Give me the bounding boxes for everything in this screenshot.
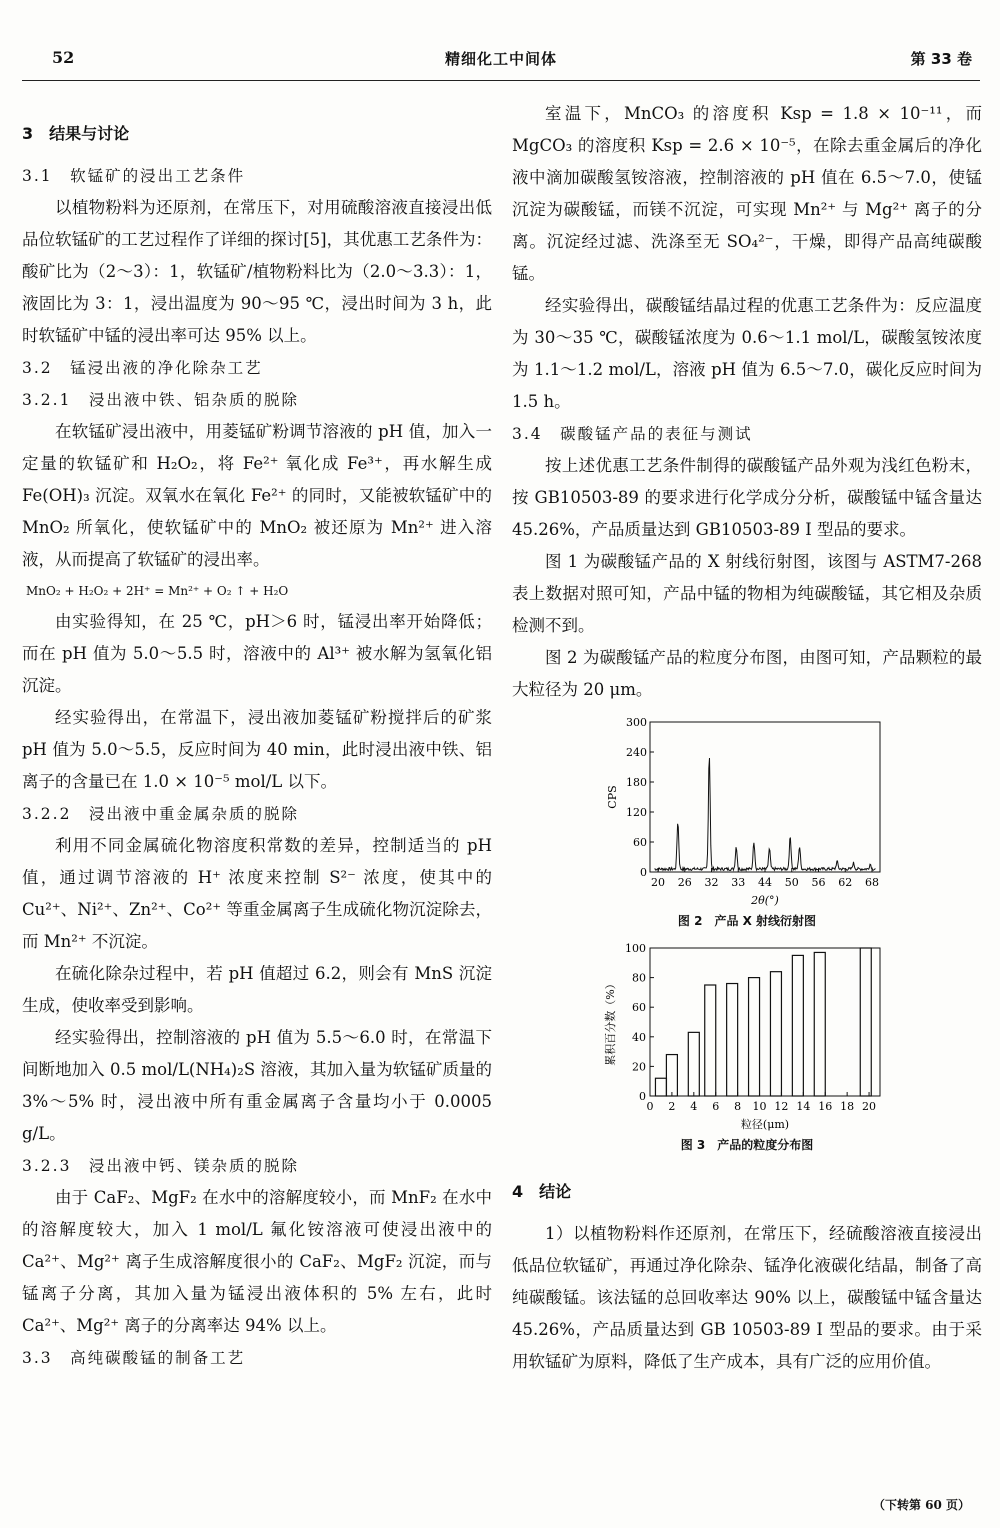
psd-x-tick-label: 2 [668,1100,676,1113]
section-3-2-2-title: 3.2.2 浸出液中重金属杂质的脱除 [22,805,299,823]
xrd-x-tick-label: 20 [651,876,665,889]
xrd-plot-frame [650,722,880,872]
xrd-y-tick-label: 180 [626,776,647,789]
psd-y-tick-label: 100 [625,942,646,955]
left-column [22,110,492,1374]
psd-x-axis-label: 粒径(μm) [740,1118,790,1131]
paragraph: 图 1 为碳酸锰产品的 X 射线衍射图，该图与 ASTM7-268 表上数据对照可知，产品中锰的物相为纯碳酸锰，其它相及杂质检测不到。 [512,552,982,635]
xrd-y-tick-label: 120 [626,806,647,819]
psd-y-axis-label: 累积百分数（%） [604,978,617,1066]
psd-bar [705,985,716,1096]
section-3-2-1-title: 3.2.1 浸出液中铁、铝杂质的脱除 [22,391,299,409]
xrd-x-tick-label: 32 [704,876,719,889]
paragraph: 经实验得出，控制溶液的 pH 值为 5.5～6.0 时，在常温下间断地加入 0.5 mol/L(NH₄)₂S 溶液，其加入量为软锰矿质量的 3%～5% 时，浸出液中所有重金属离子含量均小于 0.0005 g/L。 [22,1028,492,1143]
xrd-x-axis-label: 2θ(°) [751,894,779,907]
psd-caption: 图 3 产品的粒度分布图 [680,1138,814,1152]
paragraph: 经实验得出，碳酸锰结晶过程的优惠工艺条件为：反应温度为 30～35 ℃，碳酸锰浓度为 0.6～1.1 mol/L，碳酸氢铵浓度为 1.1～1.2 mol/L，溶液 pH 值为 6.5～7.0，碳化反应时间为 1.5 h。 [512,296,982,411]
paragraph: 经实验得出，在常温下，浸出液加菱锰矿粉搅拌后的矿浆 pH 值为 5.0～5.5，反应时间为 40 min，此时浸出液中铁、铝离子的含量已在 1.0 × 10⁻⁵ mol/L 以下。 [22,708,492,791]
journal-title: 精细化工中间体 [444,50,557,68]
section-3-2-title: 3.2 锰浸出液的净化除杂工艺 [22,359,263,377]
right-column [512,98,982,1378]
xrd-x-tick-label: 44 [758,876,772,889]
section-4-title: 4 结论 [512,1182,572,1201]
psd-x-tick-label: 12 [774,1100,789,1113]
xrd-y-axis-label: CPS [606,785,619,809]
xrd-y-tick-label: 60 [633,836,647,849]
psd-bar [814,952,825,1096]
section-3-3-title: 3.3 高纯碳酸锰的制备工艺 [22,1349,246,1367]
page-header [22,44,980,81]
psd-bar [727,984,738,1096]
psd-y-tick-label: 40 [632,1030,646,1044]
xrd-caption: 图 2 产品 X 射线衍射图 [677,914,817,928]
psd-y-tick-label: 80 [632,971,646,985]
paragraph: 图 2 为碳酸锰产品的粒度分布图，由图可知，产品颗粒的最大粒径为 20 μm。 [512,648,982,699]
section-3-2-3-title: 3.2.3 浸出液中钙、镁杂质的脱除 [22,1157,299,1175]
section-3-1-title: 3.1 软锰矿的浸出工艺条件 [22,167,246,185]
paragraph: 在软锰矿浸出液中，用菱锰矿粉调节溶液的 pH 值，加入一定量的软锰矿和 H₂O₂，将 Fe²⁺ 氧化成 Fe³⁺，再水解生成 Fe(OH)₃ 沉淀。双氧水在氧化 Fe²⁺ 的同时，又能被软锰矿中的 MnO₂ 所氧化，使软锰矿中的 MnO₂ 被还原为 Mn²⁺ 进入溶液，从而提高了软锰矿的浸出率。 [22,422,492,569]
xrd-x-tick-label: 26 [677,876,692,889]
paragraph: 按上述优惠工艺条件制得的碳酸锰产品外观为浅红色粉末，按 GB10503-89 的要求进行化学成分分析，碳酸锰中锰含量达 45.26%，产品质量达到 GB10503-89 Ⅰ 型品的要求。 [512,456,982,539]
psd-bar [770,972,781,1096]
paragraph: 室温下，MnCO₃ 的溶度积 Ksp = 1.8 × 10⁻¹¹，而 MgCO₃ 的溶度积 Ksp = 2.6 × 10⁻⁵，在除去重金属后的净化液中滴加碳酸氢铵溶液，控制溶液的 pH 值在 6.5～7.0，使锰沉淀为碳酸锰，而镁不沉淀，可实现 Mn²⁺ 与 Mg²⁺ 离子的分离。沉淀经过滤、洗涤至无 SO₄²⁻，干燥，即得产品高纯碳酸锰。 [512,104,982,283]
xrd-chart [512,712,982,912]
volume-label: 第 33 卷 [910,50,972,68]
psd-bar [666,1055,677,1096]
psd-x-tick-label: 8 [734,1100,742,1113]
psd-x-tick-label: 20 [862,1100,877,1113]
psd-x-tick-label: 16 [818,1100,833,1113]
section-3-4-title: 3.4 碳酸锰产品的表征与测试 [512,425,753,443]
equation: MnO₂ + H₂O₂ + 2H⁺ = Mn²⁺ + O₂ ↑ + H₂O [26,584,289,598]
psd-bar [860,948,871,1096]
section-3-title: 3 结果与讨论 [22,124,130,143]
psd-x-tick-label: 0 [646,1100,654,1113]
continued-note: （下转第 60 页） [872,1498,970,1512]
psd-bar [655,1078,666,1096]
psd-plot-frame [650,948,880,1096]
xrd-x-tick-label: 50 [784,876,799,889]
psd-bar [688,1032,699,1096]
psd-figure [512,936,982,1154]
paragraph: 由于 CaF₂、MgF₂ 在水中的溶解度较小，而 MnF₂ 在水中的溶解度较大，加入 1 mol/L 氟化铵溶液可使浸出液中的 Ca²⁺、Mg²⁺ 离子生成溶解度很小的 CaF₂、MgF₂ 沉淀，而与锰离子分离，其加入量为锰浸出液体积的 5% 左右，此时 Ca²⁺、Mg²⁺ 离子的分离率达 94% 以上。 [22,1188,492,1335]
xrd-y-tick-label: 240 [626,746,647,759]
xrd-y-tick-label: 300 [626,716,647,729]
psd-bar [792,955,803,1096]
paragraph: 利用不同金属硫化物溶度积常数的差异，控制适当的 pH 值，通过调节溶液的 H⁺ 浓度来控制 S²⁻ 浓度，使其中的 Cu²⁺、Ni²⁺、Zn²⁺、Co²⁺ 等重金属离子生成硫化物沉淀除去，而 Mn²⁺ 不沉淀。 [22,836,492,951]
xrd-figure [512,712,982,930]
xrd-x-tick-label: 68 [865,876,879,889]
xrd-y-tick-label: 0 [640,866,647,879]
paragraph: 1）以植物粉料作还原剂，在常压下，经硫酸溶液直接浸出低品位软锰矿，再通过净化除杂、锰净化液碳化结晶，制备了高纯碳酸锰。该法锰的总回收率达 90% 以上，碳酸锰中锰含量达 45.26%，产品质量达到 GB 10503-89 Ⅰ 型品的要求。由于采用软锰矿为原料，降低了生产成本，具有广泛的应用价值。 [512,1224,982,1371]
psd-x-tick-label: 18 [840,1100,855,1113]
psd-y-tick-label: 20 [632,1060,646,1074]
xrd-series-line [654,758,875,871]
psd-x-tick-label: 14 [796,1100,811,1113]
xrd-x-tick-label: 33 [731,876,746,889]
psd-x-tick-label: 10 [752,1100,767,1113]
psd-x-tick-label: 4 [690,1100,698,1113]
psd-y-tick-label: 60 [632,1001,646,1015]
paragraph: 由实验得知，在 25 ℃，pH＞6 时，锰浸出率开始降低；而在 pH 值为 5.0～5.5 时，溶液中的 Al³⁺ 被水解为氢氧化铝沉淀。 [22,612,492,695]
psd-chart [512,936,982,1136]
page-number: 52 [52,48,75,67]
psd-y-tick-label: 0 [639,1090,646,1103]
psd-x-tick-label: 6 [712,1100,720,1113]
paragraph: 在硫化除杂过程中，若 pH 值超过 6.2，则会有 MnS 沉淀生成，使收率受到影响。 [22,964,492,1015]
psd-bar [749,978,760,1096]
paragraph: 以植物粉料为还原剂，在常压下，对用硫酸溶液直接浸出低品位软锰矿的工艺过程作了详细的探讨[5]，其优惠工艺条件为：酸矿比为（2～3）：1，软锰矿/植物粉料比为（2.0～3.3）：1，液固比为 3：1，浸出温度为 90～95 ℃，浸出时间为 3 h，此时软锰矿中锰的浸出率可达 95% 以上。 [22,198,492,345]
xrd-x-tick-label: 56 [811,876,826,889]
xrd-x-tick-label: 62 [838,876,853,889]
